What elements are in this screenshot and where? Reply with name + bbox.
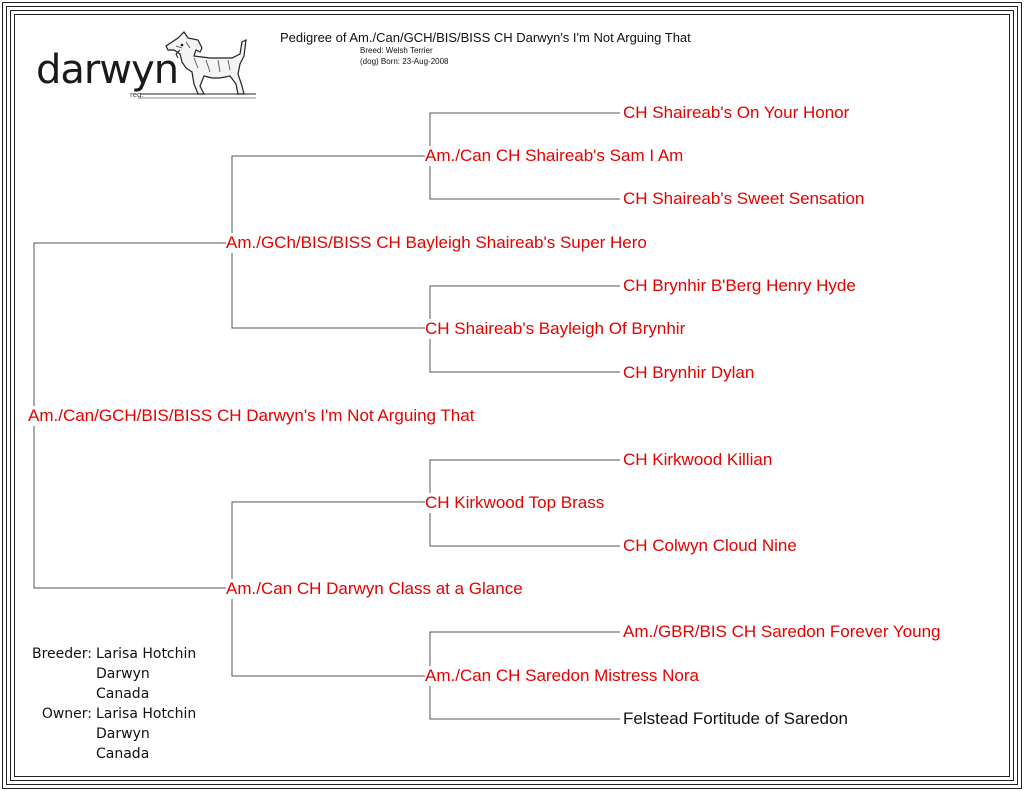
born-line: (dog) Born: 23-Aug-2008: [360, 57, 449, 66]
sire-sire-name: Am./Can CH Shaireab's Sam I Am: [425, 146, 684, 165]
gen3-name: Am./GBR/BIS CH Saredon Forever Young: [623, 622, 941, 641]
breeder-label: Breeder:: [31, 646, 92, 662]
gen3-name: CH Shaireab's On Your Honor: [623, 103, 850, 122]
pedigree-subject-name: Am./Can/GCH/BIS/BISS CH Darwyn's I'm Not Arguing That: [28, 406, 475, 425]
breeder-country: Canada: [96, 686, 150, 702]
logo-reg-mark: reg.: [130, 91, 144, 99]
sire-name: Am./GCh/BIS/BISS CH Bayleigh Shaireab's Super Hero: [226, 233, 647, 252]
owner-country: Canada: [96, 746, 150, 762]
owner-label: Owner:: [41, 706, 92, 722]
gen3-name: CH Brynhir Dylan: [623, 363, 755, 382]
breeder-kennel: Darwyn: [96, 666, 150, 682]
gen3-name-non-champion: Felstead Fortitude of Saredon: [623, 709, 848, 728]
gen3-name: CH Brynhir B'Berg Henry Hyde: [623, 276, 856, 295]
gen3-name: CH Kirkwood Killian: [623, 450, 773, 469]
dam-name: Am./Can CH Darwyn Class at a Glance: [226, 579, 523, 598]
dam-dam-name: Am./Can CH Saredon Mistress Nora: [425, 666, 699, 685]
owner-name: Larisa Hotchin: [96, 706, 197, 722]
dam-sire-name: CH Kirkwood Top Brass: [425, 493, 605, 512]
breeder-name: Larisa Hotchin: [96, 646, 197, 662]
logo-text: darwyn: [36, 47, 179, 93]
gen3-name: CH Colwyn Cloud Nine: [623, 536, 797, 555]
breed-line: Breed: Welsh Terrier: [360, 46, 433, 55]
pedigree-title: Pedigree of Am./Can/GCH/BIS/BISS CH Darwyn's I'm Not Arguing That: [280, 30, 691, 45]
gen3-name: CH Shaireab's Sweet Sensation: [623, 189, 865, 208]
sire-dam-name: CH Shaireab's Bayleigh Of Brynhir: [425, 319, 686, 338]
owner-kennel: Darwyn: [96, 726, 150, 742]
